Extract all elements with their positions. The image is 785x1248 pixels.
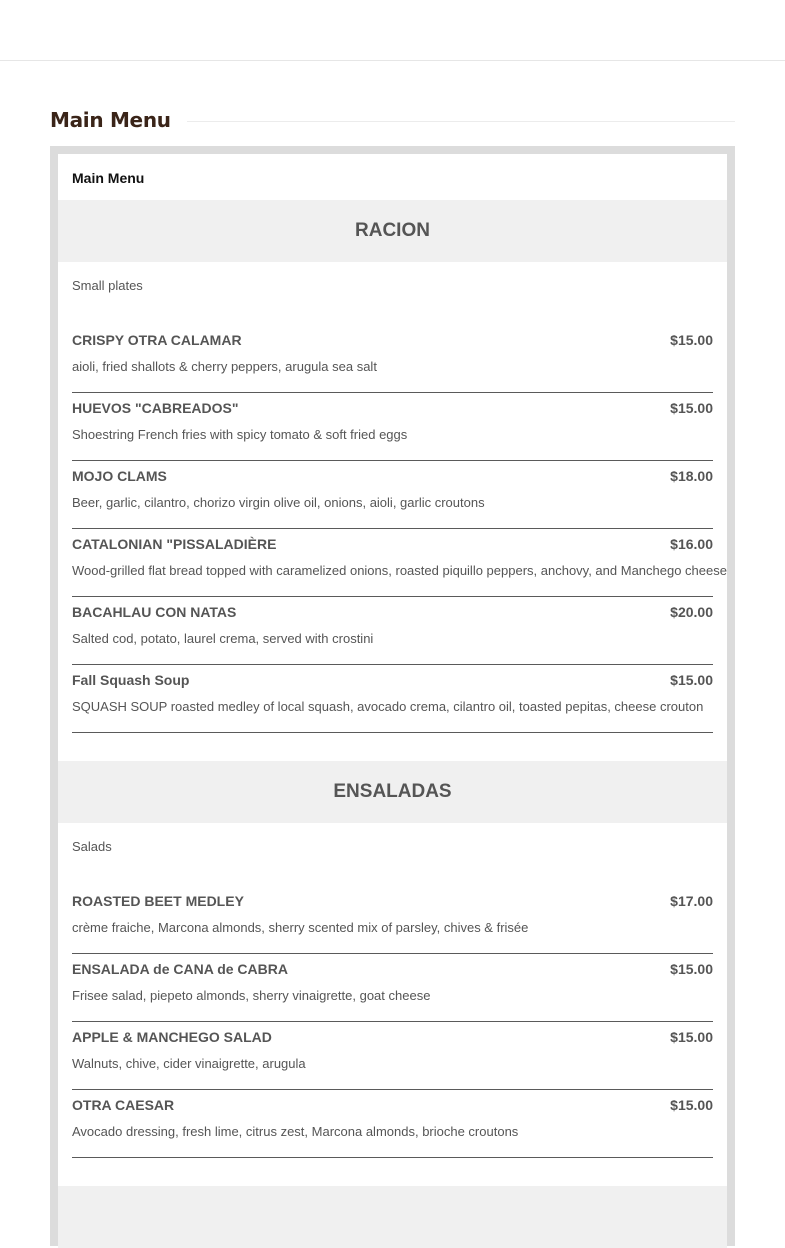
menu-frame xyxy=(50,146,735,1246)
menu-item xyxy=(72,597,713,665)
menu-item-list xyxy=(58,886,727,1158)
section-description: Small plates xyxy=(72,278,143,293)
section-title: RACION xyxy=(58,200,727,262)
menu-item-name: Fall Squash Soup xyxy=(72,672,190,688)
menu-item-price: $15.00 xyxy=(670,672,713,688)
menu-item-name: CRISPY OTRA CALAMAR xyxy=(72,332,242,348)
top-header-bar xyxy=(0,0,785,61)
menu-item-description: Frisee salad, piepeto almonds, sherry vinaigrette, goat cheese xyxy=(72,988,431,1003)
menu-item-list xyxy=(58,325,727,733)
page-heading-row xyxy=(50,108,735,132)
menu-item-name: APPLE & MANCHEGO SALAD xyxy=(72,1029,272,1045)
heading-divider xyxy=(187,121,735,122)
menu-item-description: Beer, garlic, cilantro, chorizo virgin olive oil, onions, aioli, garlic croutons xyxy=(72,495,485,510)
menu-item-header xyxy=(72,893,713,909)
section-spacer xyxy=(58,733,727,761)
menu-item xyxy=(72,1090,713,1158)
menu-item-name: ROASTED BEET MEDLEY xyxy=(72,893,244,909)
menu-item-price: $15.00 xyxy=(670,1029,713,1045)
menu-item-price: $16.00 xyxy=(670,536,713,552)
menu-item-price: $20.00 xyxy=(670,604,713,620)
menu-item-description: Salted cod, potato, laurel crema, served with crostini xyxy=(72,631,374,646)
menu-item-header xyxy=(72,536,713,552)
menu-item-description: Shoestring French fries with spicy tomato & soft fried eggs xyxy=(72,427,408,442)
menu-item-price: $15.00 xyxy=(670,400,713,416)
menu-item xyxy=(72,665,713,733)
menu-item-header xyxy=(72,672,713,688)
menu-item-header xyxy=(72,1097,713,1113)
menu-item-header xyxy=(72,1029,713,1045)
menu-sections xyxy=(58,200,727,1248)
menu-item-price: $15.00 xyxy=(670,332,713,348)
menu-item-description: SQUASH SOUP roasted medley of local squash, avocado crema, cilantro oil, toasted pepitas, cheese crouton xyxy=(72,699,704,714)
menu-item-description: crème fraiche, Marcona almonds, sherry scented mix of parsley, chives & frisée xyxy=(72,920,529,935)
menu-item-price: $15.00 xyxy=(670,1097,713,1113)
menu-item-name: CATALONIAN "PISSALADIÈRE xyxy=(72,536,277,552)
menu-item-name: BACAHLAU CON NATAS xyxy=(72,604,237,620)
section-spacer xyxy=(58,1158,727,1186)
menu-item-description: Wood-grilled flat bread topped with caramelized onions, roasted piquillo peppers, anchovy, and Manchego cheese xyxy=(72,563,727,578)
page-title: Main Menu xyxy=(50,108,171,132)
menu-item xyxy=(72,886,713,954)
menu-item-header xyxy=(72,468,713,484)
menu-item-name: MOJO CLAMS xyxy=(72,468,167,484)
menu-item-name: HUEVOS "CABREADOS" xyxy=(72,400,239,416)
menu-item xyxy=(72,529,727,597)
next-section-band xyxy=(58,1186,727,1248)
section-description: Salads xyxy=(72,839,112,854)
menu-item-description: Walnuts, chive, cider vinaigrette, arugula xyxy=(72,1056,306,1071)
menu-item xyxy=(72,954,713,1022)
menu-item-header xyxy=(72,604,713,620)
menu-item-price: $15.00 xyxy=(670,961,713,977)
menu-item-description: aioli, fried shallots & cherry peppers, arugula sea salt xyxy=(72,359,377,374)
menu-item-name: ENSALADA de CANA de CABRA xyxy=(72,961,288,977)
panel-title: Main Menu xyxy=(72,170,145,186)
menu-item xyxy=(72,393,713,461)
menu-item-name: OTRA CAESAR xyxy=(72,1097,175,1113)
menu-item-header xyxy=(72,332,713,348)
menu-panel xyxy=(58,154,727,1238)
menu-item-price: $18.00 xyxy=(670,468,713,484)
menu-item-description: Avocado dressing, fresh lime, citrus zest, Marcona almonds, brioche croutons xyxy=(72,1124,519,1139)
menu-item xyxy=(72,461,713,529)
menu-item-price: $17.00 xyxy=(670,893,713,909)
section-title: ENSALADAS xyxy=(58,761,727,823)
menu-item-header xyxy=(72,961,713,977)
menu-item-header xyxy=(72,400,713,416)
menu-item xyxy=(72,325,713,393)
menu-item xyxy=(72,1022,713,1090)
